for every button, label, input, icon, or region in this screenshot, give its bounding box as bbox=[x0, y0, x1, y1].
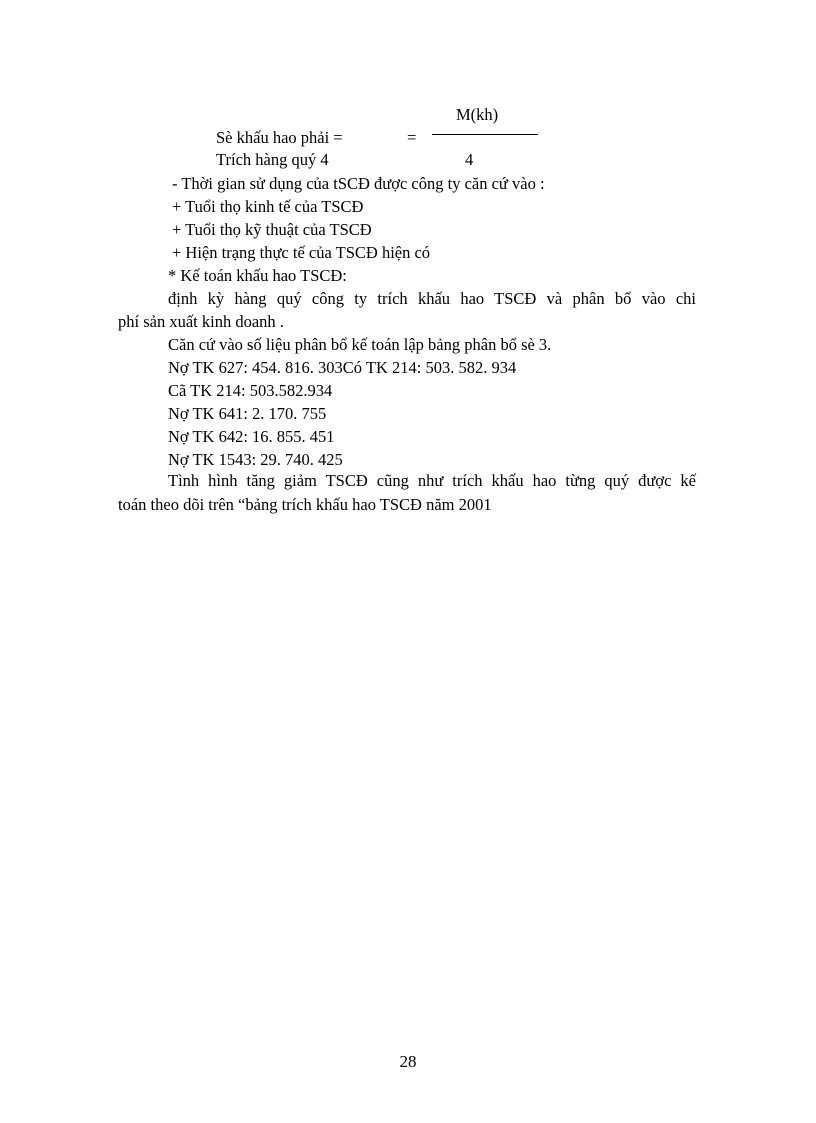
text-line-technical-life: + Tuổi thọ kỹ thuật của TSCĐ bbox=[172, 220, 372, 239]
entry-tk1543: Nợ TK 1543: 29. 740. 425 bbox=[168, 450, 343, 469]
paragraph2-line1: Tình hình tăng giảm TSCĐ cũng như trích khấu hao từng quý được kế bbox=[168, 471, 696, 490]
formula-equals: = bbox=[407, 128, 417, 147]
formula-numerator: M(kh) bbox=[456, 105, 499, 124]
text-line-allocation-table: Căn cứ vào số liệu phân bổ kế toán lập bảng phân bổ sè 3. bbox=[168, 335, 552, 354]
text-line-current-state: + Hiện trạng thực tế của TSCĐ hiện có bbox=[172, 243, 431, 262]
formula-denominator: 4 bbox=[465, 150, 474, 169]
entry-tk627: Nợ TK 627: 454. 816. 303Có TK 214: 503. 582. 934 bbox=[168, 358, 517, 377]
page-number: 28 bbox=[399, 1052, 417, 1071]
formula-label-line1: Sè khấu hao phải = bbox=[216, 128, 343, 147]
paragraph2-line2: toán theo dõi trên “bảng trích khấu hao TSCĐ năm 2001 bbox=[118, 495, 492, 514]
entry-tk641: Nợ TK 641: 2. 170. 755 bbox=[168, 404, 327, 423]
formula-label-line2: Trích hàng quý 4 bbox=[216, 150, 329, 169]
paragraph1-line2: phí sản xuất kinh doanh . bbox=[118, 312, 284, 331]
entry-tk214: Cã TK 214: 503.582.934 bbox=[168, 381, 333, 400]
text-line-usage-time: - Thời gian sử dụng của tSCĐ được công ty căn cứ vào : bbox=[172, 174, 545, 193]
section-heading-depreciation: * Kế toán khấu hao TSCĐ: bbox=[168, 266, 347, 285]
text-line-economic-life: + Tuổi thọ kinh tế của TSCĐ bbox=[172, 197, 364, 216]
entry-tk642: Nợ TK 642: 16. 855. 451 bbox=[168, 427, 335, 446]
paragraph1-line1: định kỳ hàng quý công ty trích khấu hao TSCĐ và phân bổ vào chi bbox=[168, 289, 696, 308]
fraction-bar bbox=[432, 134, 538, 135]
